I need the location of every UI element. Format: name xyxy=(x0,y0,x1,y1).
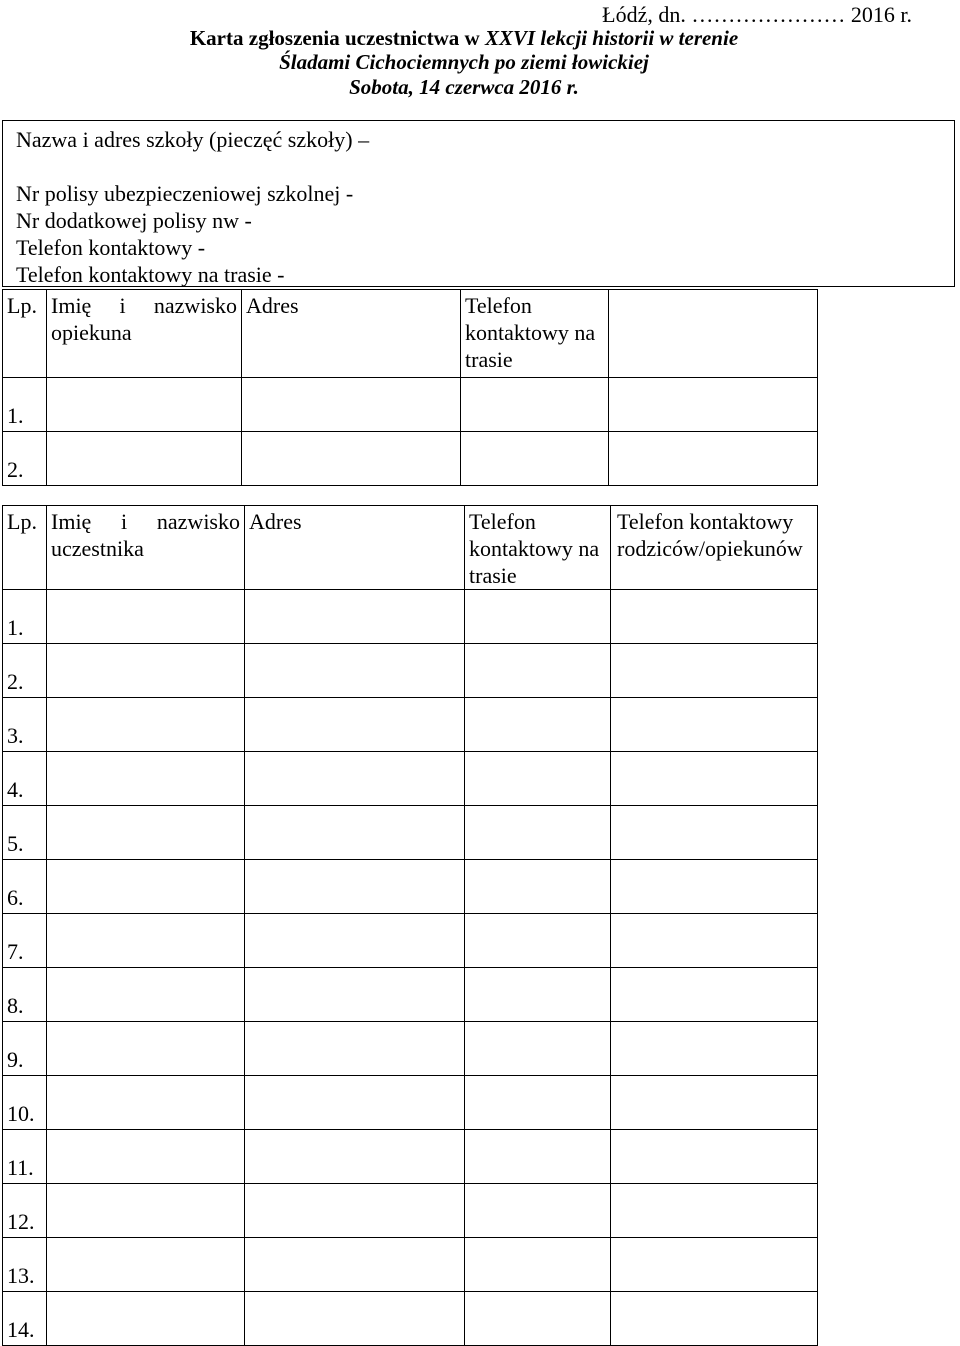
school-name-label: Nazwa i adres szkoły (pieczęć szkoły) – xyxy=(16,127,370,152)
header-trip-phone: Telefon kontaktowy na trasie xyxy=(461,290,609,378)
row-number: 5. xyxy=(3,806,47,860)
header-trip-phone: Telefon kontaktowy na trasie xyxy=(465,506,611,590)
participant-phone-cell[interactable] xyxy=(465,914,611,968)
table-header-row xyxy=(3,506,818,590)
table-row xyxy=(3,1292,818,1346)
participant-address-cell[interactable] xyxy=(245,1076,465,1130)
guardian-address-cell[interactable] xyxy=(242,378,461,432)
guardian-name-cell[interactable] xyxy=(47,378,242,432)
row-number: 6. xyxy=(3,860,47,914)
table-row xyxy=(3,590,818,644)
header-guardian-name-line1: Imię i nazwisko xyxy=(51,293,237,318)
header-address: Adres xyxy=(242,290,461,378)
header-participant-name xyxy=(47,506,245,590)
participant-name-cell[interactable] xyxy=(47,1076,245,1130)
table-row xyxy=(3,1184,818,1238)
participant-name-cell[interactable] xyxy=(47,1184,245,1238)
participant-name-cell[interactable] xyxy=(47,968,245,1022)
participant-phone-cell[interactable] xyxy=(465,1184,611,1238)
participant-phone-cell[interactable] xyxy=(465,1076,611,1130)
parent-phone-cell[interactable] xyxy=(611,1292,818,1346)
participant-address-cell[interactable] xyxy=(245,968,465,1022)
table-row xyxy=(3,698,818,752)
school-info-box xyxy=(2,120,955,287)
parent-phone-cell[interactable] xyxy=(611,698,818,752)
table-row xyxy=(3,1238,818,1292)
table-row xyxy=(3,806,818,860)
participant-phone-cell[interactable] xyxy=(465,1238,611,1292)
row-number: 7. xyxy=(3,914,47,968)
participant-address-cell[interactable] xyxy=(245,752,465,806)
form-title xyxy=(0,26,928,51)
row-number: 2. xyxy=(3,644,47,698)
participant-name-cell[interactable] xyxy=(47,644,245,698)
row-number: 10. xyxy=(3,1076,47,1130)
guardians-table xyxy=(2,289,818,486)
participant-name-cell[interactable] xyxy=(47,1130,245,1184)
header-empty xyxy=(609,290,818,378)
guardian-extra-cell[interactable] xyxy=(609,378,818,432)
row-number: 9. xyxy=(3,1022,47,1076)
participant-address-cell[interactable] xyxy=(245,1130,465,1184)
row-number: 11. xyxy=(3,1130,47,1184)
participant-phone-cell[interactable] xyxy=(465,644,611,698)
participant-name-cell[interactable] xyxy=(47,590,245,644)
participant-name-cell[interactable] xyxy=(47,806,245,860)
participant-name-cell[interactable] xyxy=(47,1292,245,1346)
table-row xyxy=(3,1076,818,1130)
participant-name-cell[interactable] xyxy=(47,698,245,752)
row-number: 1. xyxy=(3,590,47,644)
participant-phone-cell[interactable] xyxy=(465,590,611,644)
table-row xyxy=(3,752,818,806)
parent-phone-cell[interactable] xyxy=(611,1130,818,1184)
participant-address-cell[interactable] xyxy=(245,1022,465,1076)
row-number: 14. xyxy=(3,1292,47,1346)
school-policy-label: Nr polisy ubezpieczeniowej szkolnej - xyxy=(16,181,354,206)
row-number: 2. xyxy=(3,432,47,486)
contact-phone-label: Telefon kontaktowy - xyxy=(16,235,206,260)
guardian-phone-cell[interactable] xyxy=(461,378,609,432)
participant-name-cell[interactable] xyxy=(47,860,245,914)
table-row xyxy=(3,644,818,698)
participant-address-cell[interactable] xyxy=(245,806,465,860)
form-subtitle: Śladami Cichociemnych po ziemi łowickiej xyxy=(279,50,649,74)
participant-name-cell[interactable] xyxy=(47,1238,245,1292)
row-number: 3. xyxy=(3,698,47,752)
parent-phone-cell[interactable] xyxy=(611,968,818,1022)
parent-phone-cell[interactable] xyxy=(611,860,818,914)
header-address: Adres xyxy=(245,506,465,590)
parent-phone-cell[interactable] xyxy=(611,1238,818,1292)
participant-phone-cell[interactable] xyxy=(465,1130,611,1184)
table-row xyxy=(3,432,818,486)
form-title-part2: XXVI lekcji historii w terenie xyxy=(484,26,739,50)
participant-phone-cell[interactable] xyxy=(465,806,611,860)
parent-phone-cell[interactable] xyxy=(611,590,818,644)
form-title-part1: Karta zgłoszenia uczestnictwa w xyxy=(189,26,485,50)
participant-address-cell[interactable] xyxy=(245,644,465,698)
parent-phone-cell[interactable] xyxy=(611,1184,818,1238)
header-parent-phone-line2: rodziców/opiekunów xyxy=(617,536,803,561)
participant-address-cell[interactable] xyxy=(245,914,465,968)
participant-address-cell[interactable] xyxy=(245,1184,465,1238)
row-number: 1. xyxy=(3,378,47,432)
participants-table xyxy=(2,505,818,1346)
guardian-extra-cell[interactable] xyxy=(609,432,818,486)
parent-phone-cell[interactable] xyxy=(611,644,818,698)
table-header-row xyxy=(3,290,818,378)
participant-phone-cell[interactable] xyxy=(465,860,611,914)
row-number: 8. xyxy=(3,968,47,1022)
header-guardian-name xyxy=(47,290,242,378)
parent-phone-cell[interactable] xyxy=(611,806,818,860)
table-row xyxy=(3,968,818,1022)
participant-address-cell[interactable] xyxy=(245,860,465,914)
parent-phone-cell[interactable] xyxy=(611,1022,818,1076)
participant-address-cell[interactable] xyxy=(245,1238,465,1292)
event-date: Sobota, 14 czerwca 2016 r. xyxy=(349,75,579,99)
participant-name-cell[interactable] xyxy=(47,914,245,968)
header-participant-name-line2: uczestnika xyxy=(51,536,144,561)
trip-phone-label: Telefon kontaktowy na trasie - xyxy=(16,262,285,287)
header-parent-phone xyxy=(611,506,818,590)
participant-phone-cell[interactable] xyxy=(465,1022,611,1076)
date-line: Łódź, dn. ………………… 2016 r. xyxy=(602,2,912,27)
guardian-address-cell[interactable] xyxy=(242,432,461,486)
row-number: 12. xyxy=(3,1184,47,1238)
participant-rows xyxy=(3,590,818,1346)
participant-address-cell[interactable] xyxy=(245,1292,465,1346)
participant-phone-cell[interactable] xyxy=(465,968,611,1022)
participant-address-cell[interactable] xyxy=(245,590,465,644)
guardian-phone-cell[interactable] xyxy=(461,432,609,486)
row-number: 13. xyxy=(3,1238,47,1292)
table-row xyxy=(3,378,818,432)
participant-address-cell[interactable] xyxy=(245,698,465,752)
guardian-name-cell[interactable] xyxy=(47,432,242,486)
header-participant-name-line1: Imię i nazwisko xyxy=(51,509,240,534)
table-row xyxy=(3,1130,818,1184)
participant-phone-cell[interactable] xyxy=(465,698,611,752)
participant-name-cell[interactable] xyxy=(47,1022,245,1076)
parent-phone-cell[interactable] xyxy=(611,1076,818,1130)
header-lp: Lp. xyxy=(3,506,47,590)
table-row xyxy=(3,1022,818,1076)
participant-phone-cell[interactable] xyxy=(465,752,611,806)
header-lp: Lp. xyxy=(3,290,47,378)
parent-phone-cell[interactable] xyxy=(611,914,818,968)
header-parent-phone-line1: Telefon kontaktowy xyxy=(617,509,794,534)
row-number: 4. xyxy=(3,752,47,806)
table-row xyxy=(3,860,818,914)
table-row xyxy=(3,914,818,968)
extra-policy-label: Nr dodatkowej polisy nw - xyxy=(16,208,252,233)
participant-name-cell[interactable] xyxy=(47,752,245,806)
header-guardian-name-line2: opiekuna xyxy=(51,320,132,345)
participant-phone-cell[interactable] xyxy=(465,1292,611,1346)
parent-phone-cell[interactable] xyxy=(611,752,818,806)
